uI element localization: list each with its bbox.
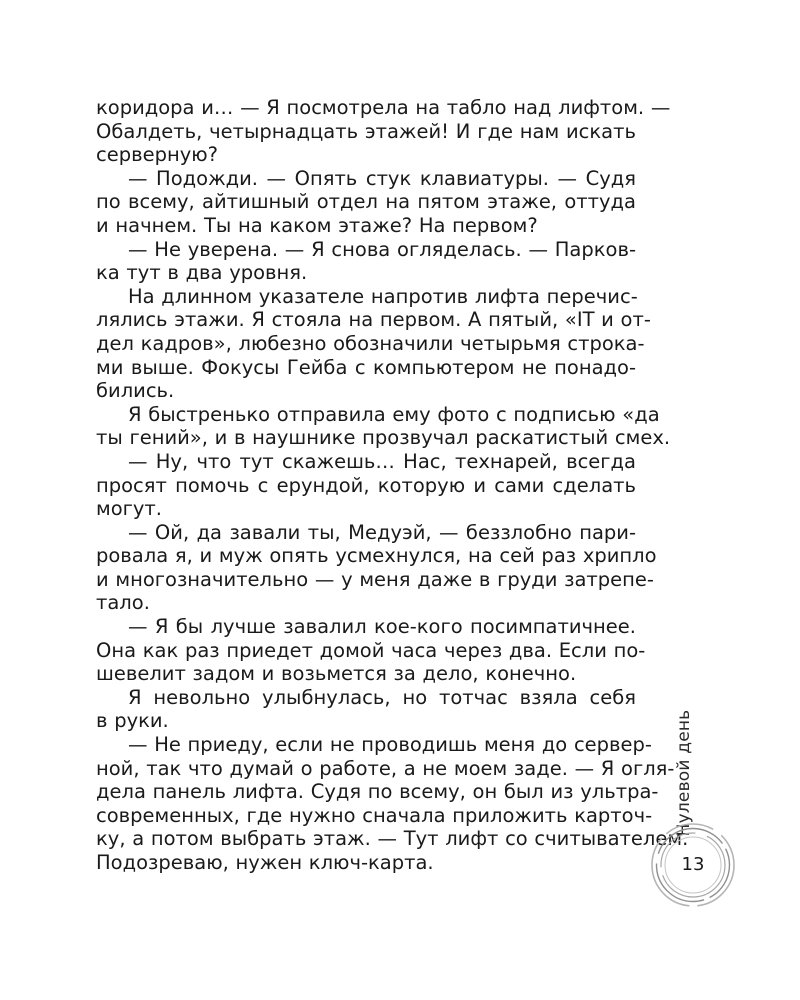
text-line: ровала я, и муж опять усмехнулся, на сей раз хрипло: [96, 544, 657, 568]
text-line: — Ну, что тут скажешь… Нас, технарей, всегда: [128, 449, 636, 473]
text-line: по всему, айтишный отдел на пятом этаже, оттуда: [96, 190, 636, 214]
text-line: просят помочь с ерундой, которую и сами сделать: [96, 473, 636, 497]
page-number: 13: [681, 854, 705, 875]
text-line: современных, где нужно сначала приложить карточ-: [96, 803, 653, 827]
text-line: На длинном указателе напротив лифта перечис-: [128, 284, 638, 308]
text-line: дела панель лифта. Судя по всему, он был из ультра-: [96, 780, 659, 804]
text-line: ты гений», и в наушнике прозвучал раскатистый смех.: [96, 426, 671, 450]
text-line: Она как раз приедет домой часа через два. Если по-: [96, 638, 646, 662]
text-line: Я невольно улыбнулась, но тотчас взяла себя: [128, 685, 636, 709]
page-number-badge: [650, 822, 736, 908]
text-line: — Подожди. — Опять стук клавиатуры. — Судя: [128, 166, 636, 190]
text-line: тало.: [96, 591, 150, 615]
text-line: и многозначительно — у меня даже в груди затрепе-: [96, 567, 654, 591]
text-line: лялись этажи. Я стояла на первом. А пятый, «IT и от-: [96, 308, 651, 332]
text-line: ми выше. Фокусы Гейба с компьютером не понадо-: [96, 355, 636, 379]
text-line: и начнем. Ты на каком этаже? На первом?: [96, 213, 538, 237]
text-line: — Не приеду, если не проводишь меня до сервер-: [128, 733, 652, 757]
text-line: бились.: [96, 379, 175, 403]
text-line: шевелит задом и возьмется за дело, конечно.: [96, 662, 577, 686]
text-line: коридора и… — Я посмотрела на табло над лифтом. —: [96, 96, 671, 119]
text-line: Подозреваю, нужен ключ-карта.: [96, 851, 434, 874]
text-line: дел кадров», любезно обозначили четырьмя строка-: [96, 331, 645, 355]
text-line: серверную?: [96, 143, 219, 167]
text-line: Обалдеть, четырнадцать этажей! И где нам искать: [96, 119, 636, 143]
text-line: — Ой, да завали ты, Медуэй, — беззлобно пари-: [128, 520, 636, 544]
text-line: ку, а потом выбрать этаж. — Тут лифт со считывателем.: [96, 827, 689, 851]
text-line: — Не уверена. — Я снова огляделась. — Парков-: [128, 237, 636, 261]
text-line: — Я бы лучше завалил кое-кого посимпатичнее.: [128, 615, 636, 639]
text-line: ка тут в два уровня.: [96, 261, 308, 285]
text-line: могут.: [96, 497, 162, 521]
text-line: ной, так что думай о работе, а не моем заде. — Я огля-: [96, 756, 675, 780]
text-line: в руки.: [96, 709, 169, 733]
running-head: [672, 708, 696, 838]
text-line: Я быстренько отправила ему фото с подписью «да: [128, 402, 660, 426]
running-head-title: Нулевой день: [674, 709, 694, 837]
